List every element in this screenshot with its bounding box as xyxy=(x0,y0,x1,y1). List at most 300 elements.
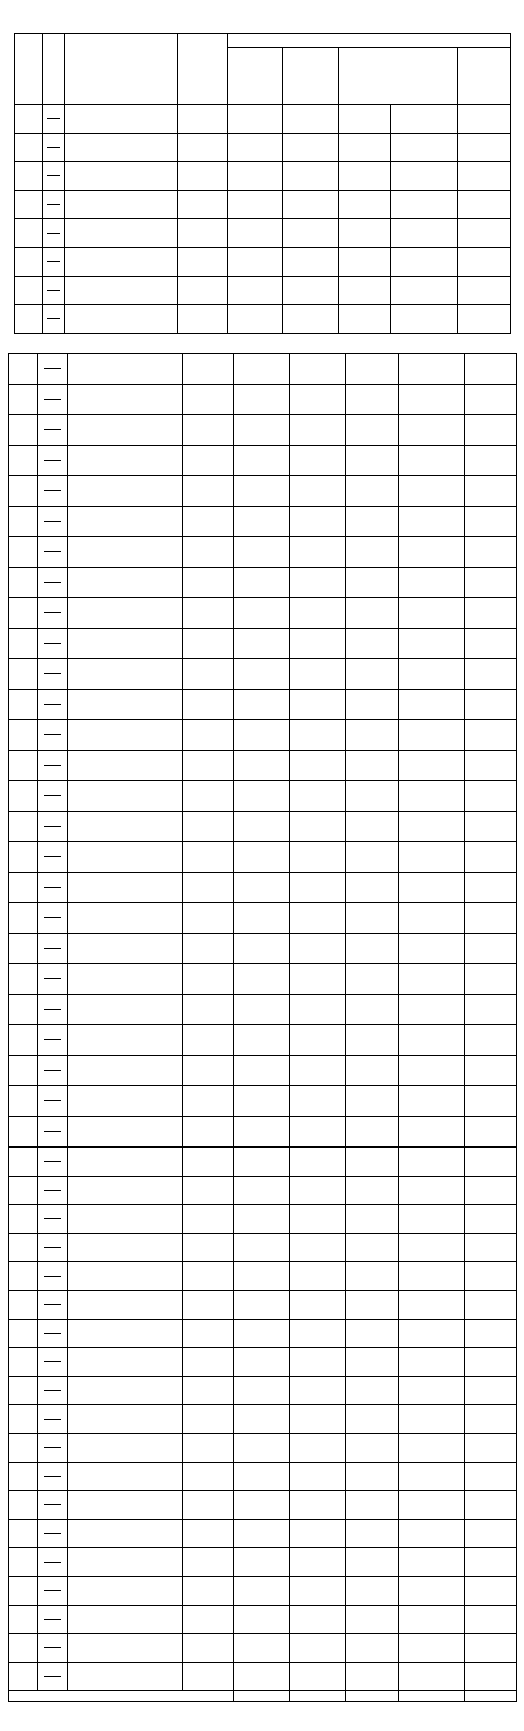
course-grade xyxy=(38,1462,68,1491)
grade-semester xyxy=(44,1039,61,1040)
table-row xyxy=(9,1055,517,1086)
course-category xyxy=(9,506,38,537)
credit-general xyxy=(458,219,511,248)
design-mark xyxy=(391,219,458,248)
credit-engineering xyxy=(346,1148,399,1177)
course-name xyxy=(68,1634,183,1663)
table-row xyxy=(9,842,517,873)
grade-semester xyxy=(47,175,60,176)
credit-basic xyxy=(290,720,346,751)
credit-engineering xyxy=(339,133,391,162)
course-name xyxy=(68,1491,183,1520)
credit-engineering xyxy=(346,994,399,1025)
credit-general xyxy=(465,628,517,659)
course-grade xyxy=(38,1605,68,1634)
course-teacher xyxy=(183,781,234,812)
credit-general xyxy=(465,1086,517,1117)
course-name xyxy=(68,872,183,903)
table-row xyxy=(9,689,517,720)
credit-engineering xyxy=(346,1519,399,1548)
credit-basic xyxy=(290,1405,346,1434)
credit-general xyxy=(458,276,511,305)
credit-basic xyxy=(290,415,346,446)
table-row xyxy=(9,1348,517,1377)
design-mark xyxy=(399,1290,465,1319)
table-row xyxy=(9,720,517,751)
credit-general xyxy=(465,598,517,629)
credit-math xyxy=(234,1233,290,1262)
credit-math xyxy=(228,162,283,191)
course-grade xyxy=(38,1634,68,1663)
course-name xyxy=(68,1176,183,1205)
credit-engineering xyxy=(346,1548,399,1577)
credit-math xyxy=(234,476,290,507)
design-mark xyxy=(399,1634,465,1663)
course-teacher xyxy=(178,105,228,134)
grade-semester xyxy=(44,1504,61,1505)
course-grade xyxy=(38,1548,68,1577)
credit-basic xyxy=(283,162,339,191)
course-grade xyxy=(43,162,65,191)
course-name xyxy=(68,781,183,812)
course-category xyxy=(9,659,38,690)
credit-math xyxy=(228,219,283,248)
credit-engineering xyxy=(339,162,391,191)
course-grade xyxy=(43,105,65,134)
course-name xyxy=(68,1116,183,1147)
course-name xyxy=(68,415,183,446)
grade-semester xyxy=(44,1009,61,1010)
table-row xyxy=(9,964,517,995)
course-category xyxy=(9,1148,38,1177)
grade-semester xyxy=(44,521,61,522)
credit-basic xyxy=(283,305,339,334)
course-grade xyxy=(38,964,68,995)
course-category xyxy=(9,1290,38,1319)
course-category xyxy=(9,872,38,903)
credit-engineering xyxy=(346,1576,399,1605)
credit-engineering xyxy=(346,1205,399,1234)
table-row xyxy=(9,781,517,812)
course-teacher xyxy=(183,964,234,995)
course-name xyxy=(68,1433,183,1462)
design-mark xyxy=(399,1205,465,1234)
credit-engineering xyxy=(346,476,399,507)
course-category xyxy=(9,1576,38,1605)
grade-semester xyxy=(44,490,61,491)
design-mark xyxy=(399,1433,465,1462)
course-category xyxy=(9,964,38,995)
credit-general xyxy=(465,781,517,812)
credit-math xyxy=(234,1116,290,1147)
credit-basic xyxy=(290,445,346,476)
course-teacher xyxy=(183,811,234,842)
grade-semester xyxy=(44,1333,61,1334)
credit-basic xyxy=(290,964,346,995)
course-teacher xyxy=(183,1605,234,1634)
credit-basic xyxy=(290,842,346,873)
credit-general xyxy=(465,1605,517,1634)
credit-engineering xyxy=(346,750,399,781)
table-row xyxy=(9,476,517,507)
course-grade xyxy=(38,1319,68,1348)
credit-math xyxy=(228,305,283,334)
course-category xyxy=(9,1348,38,1377)
design-mark xyxy=(399,1548,465,1577)
credit-general xyxy=(458,133,511,162)
table-row xyxy=(9,415,517,446)
credit-general xyxy=(465,994,517,1025)
course-name xyxy=(68,1376,183,1405)
credit-basic xyxy=(290,1148,346,1177)
course-teacher xyxy=(183,354,234,385)
table-row xyxy=(9,1148,517,1177)
course-category xyxy=(9,1233,38,1262)
design-mark xyxy=(399,1491,465,1520)
credit-math xyxy=(234,1576,290,1605)
course-name xyxy=(65,105,178,134)
credit-math xyxy=(234,1290,290,1319)
course-teacher xyxy=(183,1086,234,1117)
credit-basic xyxy=(290,1348,346,1377)
course-category xyxy=(9,567,38,598)
course-grade xyxy=(38,1433,68,1462)
credit-general xyxy=(465,1405,517,1434)
credit-general xyxy=(465,445,517,476)
design-mark xyxy=(391,105,458,134)
design-mark xyxy=(399,1055,465,1086)
credit-basic xyxy=(290,1290,346,1319)
course-name xyxy=(68,1405,183,1434)
course-teacher xyxy=(178,133,228,162)
course-grade xyxy=(38,1262,68,1291)
credit-engineering xyxy=(339,219,391,248)
course-grade xyxy=(38,537,68,568)
table-row xyxy=(9,872,517,903)
course-grade xyxy=(38,781,68,812)
table-row xyxy=(9,598,517,629)
course-teacher xyxy=(183,598,234,629)
credit-general xyxy=(465,1462,517,1491)
credit-engineering xyxy=(346,1086,399,1117)
credit-basic xyxy=(290,1086,346,1117)
credit-math xyxy=(234,1319,290,1348)
course-grade xyxy=(38,689,68,720)
table-row xyxy=(9,1262,517,1291)
course-grade xyxy=(38,1519,68,1548)
credit-engineering xyxy=(339,105,391,134)
course-name xyxy=(68,750,183,781)
grade-semester xyxy=(44,704,61,705)
design-mark xyxy=(399,1519,465,1548)
course-category xyxy=(15,133,43,162)
course-grade xyxy=(38,1116,68,1147)
design-mark xyxy=(399,537,465,568)
credit-basic xyxy=(290,476,346,507)
credit-math xyxy=(234,1605,290,1634)
course-teacher xyxy=(183,537,234,568)
credit-basic xyxy=(290,1025,346,1056)
credit-engineering xyxy=(346,872,399,903)
credit-general xyxy=(465,1634,517,1663)
course-teacher xyxy=(183,1519,234,1548)
course-category xyxy=(9,1548,38,1577)
design-mark xyxy=(391,190,458,219)
course-name xyxy=(68,567,183,598)
design-mark xyxy=(399,1319,465,1348)
course-grade xyxy=(38,476,68,507)
grade-semester xyxy=(44,887,61,888)
credit-basic xyxy=(290,811,346,842)
table-row xyxy=(9,445,517,476)
credit-basic xyxy=(290,689,346,720)
credit-general xyxy=(465,1662,517,1691)
header-engineering xyxy=(339,48,458,105)
credit-engineering xyxy=(346,1662,399,1691)
course-name xyxy=(68,1605,183,1634)
credit-general xyxy=(465,1290,517,1319)
table-row xyxy=(9,1405,517,1434)
design-mark xyxy=(399,811,465,842)
course-name xyxy=(68,964,183,995)
credit-basic xyxy=(290,567,346,598)
credit-engineering xyxy=(346,1262,399,1291)
grade-semester xyxy=(44,612,61,613)
credit-engineering xyxy=(339,190,391,219)
course-category xyxy=(9,537,38,568)
credit-math xyxy=(234,750,290,781)
course-name xyxy=(68,1205,183,1234)
credit-general xyxy=(465,537,517,568)
course-teacher xyxy=(183,1634,234,1663)
credit-engineering xyxy=(346,842,399,873)
course-name xyxy=(68,1290,183,1319)
course-teacher xyxy=(183,903,234,934)
course-grade xyxy=(38,1055,68,1086)
grade-semester xyxy=(44,1390,61,1391)
course-teacher xyxy=(183,659,234,690)
total-empty-2 xyxy=(465,1691,517,1702)
credit-basic xyxy=(290,750,346,781)
course-name xyxy=(68,1025,183,1056)
grade-semester xyxy=(44,368,61,369)
design-mark xyxy=(391,305,458,334)
grade-semester xyxy=(44,1447,61,1448)
design-mark xyxy=(399,933,465,964)
credit-math xyxy=(234,933,290,964)
credit-basic xyxy=(290,1634,346,1663)
design-mark xyxy=(399,720,465,751)
course-category xyxy=(9,598,38,629)
table-row xyxy=(9,1025,517,1056)
course-teacher xyxy=(183,1262,234,1291)
credit-engineering xyxy=(346,1634,399,1663)
course-teacher xyxy=(183,842,234,873)
credit-math xyxy=(234,1086,290,1117)
course-teacher xyxy=(183,1548,234,1577)
credit-basic xyxy=(283,247,339,276)
course-name xyxy=(68,933,183,964)
course-grade xyxy=(38,842,68,873)
design-mark xyxy=(399,872,465,903)
course-grade xyxy=(43,219,65,248)
design-mark xyxy=(391,133,458,162)
course-teacher xyxy=(183,384,234,415)
credit-general xyxy=(465,506,517,537)
design-mark xyxy=(399,1576,465,1605)
design-mark xyxy=(399,689,465,720)
design-mark xyxy=(399,1086,465,1117)
credit-engineering xyxy=(346,903,399,934)
grade-semester xyxy=(47,118,60,119)
course-grade xyxy=(38,1348,68,1377)
credit-math xyxy=(234,1634,290,1663)
credit-basic xyxy=(290,1433,346,1462)
course-category xyxy=(9,1055,38,1086)
course-table-part-1 xyxy=(14,33,511,334)
course-teacher xyxy=(183,872,234,903)
grade-semester xyxy=(44,399,61,400)
credit-engineering xyxy=(339,276,391,305)
course-category xyxy=(9,1405,38,1434)
course-teacher xyxy=(183,506,234,537)
course-name xyxy=(68,1055,183,1086)
course-category xyxy=(9,1116,38,1147)
total-math xyxy=(234,1691,290,1702)
credit-general xyxy=(465,842,517,873)
credit-basic xyxy=(290,1205,346,1234)
course-category xyxy=(9,1662,38,1691)
table-row xyxy=(9,933,517,964)
credit-general xyxy=(465,1262,517,1291)
table-row xyxy=(9,1548,517,1577)
grade-semester xyxy=(44,1218,61,1219)
credit-basic xyxy=(283,190,339,219)
table-row xyxy=(9,384,517,415)
course-grade xyxy=(38,872,68,903)
credit-engineering xyxy=(346,1176,399,1205)
course-teacher xyxy=(183,1233,234,1262)
credit-math xyxy=(234,1433,290,1462)
table-row xyxy=(15,247,511,276)
credit-math xyxy=(234,1055,290,1086)
credit-math xyxy=(234,354,290,385)
design-mark xyxy=(399,415,465,446)
credit-basic xyxy=(290,872,346,903)
credit-general xyxy=(458,105,511,134)
course-name xyxy=(68,1576,183,1605)
course-name xyxy=(68,659,183,690)
credit-math xyxy=(234,811,290,842)
grade-semester xyxy=(44,1100,61,1101)
course-name xyxy=(68,445,183,476)
course-name xyxy=(65,276,178,305)
course-grade xyxy=(43,305,65,334)
credit-basic xyxy=(290,1376,346,1405)
grade-semester xyxy=(44,856,61,857)
course-teacher xyxy=(183,1348,234,1377)
course-grade xyxy=(38,659,68,690)
course-teacher xyxy=(183,1491,234,1520)
credit-engineering xyxy=(346,1116,399,1147)
course-teacher xyxy=(183,1319,234,1348)
course-grade xyxy=(43,133,65,162)
credit-engineering xyxy=(346,811,399,842)
total-label xyxy=(9,1691,234,1702)
credit-basic xyxy=(283,276,339,305)
credit-engineering xyxy=(346,1605,399,1634)
course-grade xyxy=(38,903,68,934)
course-teacher xyxy=(183,1576,234,1605)
credit-math xyxy=(234,659,290,690)
table-row xyxy=(15,133,511,162)
design-mark xyxy=(399,384,465,415)
credit-math xyxy=(234,1376,290,1405)
credit-general xyxy=(458,190,511,219)
course-category xyxy=(15,276,43,305)
course-grade xyxy=(38,506,68,537)
course-teacher xyxy=(183,415,234,446)
credit-basic xyxy=(283,219,339,248)
credit-basic xyxy=(290,1462,346,1491)
course-name xyxy=(68,1348,183,1377)
credit-engineering xyxy=(346,933,399,964)
credit-math xyxy=(234,598,290,629)
credit-math xyxy=(234,1262,290,1291)
course-category xyxy=(9,994,38,1025)
credit-engineering xyxy=(346,567,399,598)
grade-semester xyxy=(44,765,61,766)
course-grade xyxy=(38,1491,68,1520)
design-mark xyxy=(399,903,465,934)
header-category xyxy=(15,34,43,105)
grade-semester xyxy=(47,147,60,148)
credit-general xyxy=(465,1548,517,1577)
course-grade xyxy=(38,811,68,842)
grade-semester xyxy=(44,551,61,552)
course-name xyxy=(65,190,178,219)
course-teacher xyxy=(183,1205,234,1234)
course-teacher xyxy=(178,247,228,276)
grade-semester xyxy=(44,1562,61,1563)
table-row xyxy=(9,903,517,934)
course-teacher xyxy=(183,1405,234,1434)
credit-general xyxy=(465,1025,517,1056)
design-mark xyxy=(391,162,458,191)
credit-general xyxy=(465,567,517,598)
course-name xyxy=(65,219,178,248)
credit-general xyxy=(465,1205,517,1234)
total-eng xyxy=(346,1691,399,1702)
table-row xyxy=(9,1376,517,1405)
course-grade xyxy=(38,354,68,385)
credit-general xyxy=(465,1116,517,1147)
credit-engineering xyxy=(346,354,399,385)
course-name xyxy=(65,133,178,162)
credit-engineering xyxy=(346,1055,399,1086)
credit-engineering xyxy=(346,689,399,720)
credit-engineering xyxy=(346,628,399,659)
course-category xyxy=(9,781,38,812)
credit-math xyxy=(234,1519,290,1548)
design-mark xyxy=(391,276,458,305)
design-mark xyxy=(399,750,465,781)
course-name xyxy=(65,247,178,276)
course-category xyxy=(9,1491,38,1520)
grade-semester xyxy=(44,1590,61,1591)
credit-math xyxy=(234,1491,290,1520)
credit-general xyxy=(465,811,517,842)
